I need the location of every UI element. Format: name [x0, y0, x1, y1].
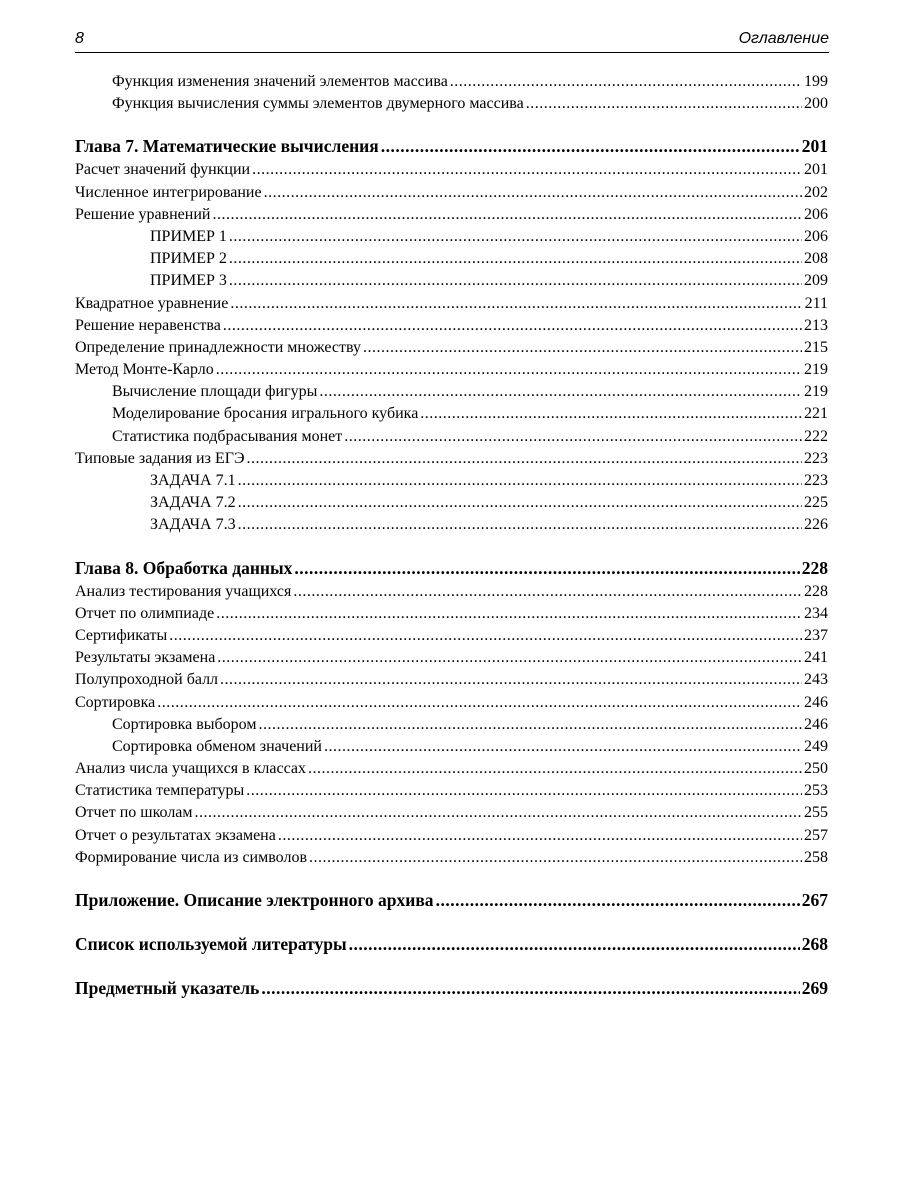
- dot-leader: [278, 825, 802, 847]
- toc-entry-page: 269: [801, 978, 828, 998]
- toc-entry[interactable]: [75, 426, 828, 448]
- dot-leader: [217, 647, 802, 669]
- toc-entry-page: 258: [804, 848, 828, 866]
- dot-leader: [212, 204, 802, 226]
- toc-entry-title: Метод Монте-Карло: [75, 361, 214, 379]
- toc-chapter-heading[interactable]: [75, 887, 828, 913]
- toc-entry[interactable]: [75, 337, 828, 359]
- toc-entry-title: Приложение. Описание электронного архива: [75, 890, 434, 910]
- dot-leader: [230, 293, 802, 315]
- toc-entry[interactable]: [75, 448, 828, 470]
- dot-leader: [450, 71, 802, 93]
- dot-leader: [261, 975, 799, 1001]
- toc-entry-page: 255: [804, 804, 828, 822]
- table-of-contents: [75, 71, 828, 1001]
- section-gap: [75, 115, 828, 133]
- dot-leader: [526, 93, 802, 115]
- toc-entry-page: 241: [804, 649, 828, 667]
- toc-entry-title: Сортировка обменом значений: [112, 737, 322, 755]
- toc-entry-page: 257: [804, 826, 828, 844]
- toc-entry[interactable]: [75, 403, 828, 425]
- dot-leader: [195, 802, 802, 824]
- toc-entry-page: 246: [804, 715, 828, 733]
- dot-leader: [247, 448, 802, 470]
- toc-entry[interactable]: [75, 714, 828, 736]
- toc-entry[interactable]: [75, 669, 828, 691]
- page-number: 8: [75, 30, 84, 47]
- toc-entry-page: 250: [804, 760, 828, 778]
- toc-entry-page: 213: [804, 316, 828, 334]
- toc-entry-page: 211: [804, 294, 828, 312]
- toc-entry-page: 246: [804, 693, 828, 711]
- toc-entry-page: 228: [801, 557, 828, 578]
- section-gap: [75, 869, 828, 887]
- toc-entry[interactable]: [75, 270, 828, 292]
- toc-entry-title: Формирование числа из символов: [75, 848, 307, 866]
- toc-entry[interactable]: [75, 736, 828, 758]
- toc-chapter-heading[interactable]: [75, 975, 828, 1001]
- toc-entry-title: Решение уравнений: [75, 205, 211, 223]
- toc-entry-title: Анализ тестирования учащихся: [75, 582, 292, 600]
- toc-entry-page: 209: [804, 272, 828, 290]
- toc-entry-title: Анализ числа учащихся в классах: [75, 760, 306, 778]
- dot-leader: [220, 669, 802, 691]
- toc-entry-title: Полупроходной балл: [75, 671, 219, 689]
- toc-entry[interactable]: [75, 514, 828, 536]
- toc-entry-page: 228: [804, 582, 828, 600]
- dot-leader: [363, 337, 802, 359]
- running-title: Оглавление: [738, 30, 829, 47]
- dot-leader: [238, 492, 802, 514]
- section-gap: [75, 537, 828, 555]
- toc-entry-title: Численное интегрирование: [75, 183, 262, 201]
- toc-entry-page: 201: [804, 161, 828, 179]
- toc-entry[interactable]: [75, 780, 828, 802]
- toc-entry-title: Типовые задания из ЕГЭ: [75, 449, 245, 467]
- toc-entry[interactable]: [75, 359, 828, 381]
- dot-leader: [238, 470, 802, 492]
- dot-leader: [157, 692, 802, 714]
- toc-entry-page: 202: [804, 183, 828, 201]
- toc-entry-title: Функция изменения значений элементов массива: [112, 73, 448, 90]
- toc-entry-title: Квадратное уравнение: [75, 294, 229, 312]
- dot-leader: [223, 315, 802, 337]
- toc-entry[interactable]: [75, 159, 828, 181]
- dot-leader: [436, 887, 800, 913]
- toc-entry-page: 268: [801, 934, 828, 954]
- toc-entry-title: Функция вычисления суммы элементов двумерного массива: [112, 95, 524, 113]
- toc-entry[interactable]: [75, 293, 828, 315]
- dot-leader: [324, 736, 802, 758]
- toc-entry[interactable]: [75, 758, 828, 780]
- toc-entry-title: Статистика подбрасывания монет: [112, 427, 343, 445]
- toc-entry-page: 237: [804, 626, 828, 644]
- toc-entry-title: Расчет значений функции: [75, 161, 251, 179]
- dot-leader: [344, 426, 802, 448]
- toc-chapter-heading[interactable]: [75, 555, 828, 581]
- toc-entry-title: Отчет по олимпиаде: [75, 604, 215, 622]
- toc-entry-page: 219: [804, 361, 828, 379]
- toc-chapter-heading[interactable]: [75, 931, 828, 957]
- toc-entry[interactable]: [75, 492, 828, 514]
- toc-entry-title: Глава 7. Математические вычисления: [75, 136, 379, 157]
- dot-leader: [349, 931, 800, 957]
- toc-entry-title: Вычисление площади фигуры: [112, 383, 318, 401]
- dot-leader: [258, 714, 802, 736]
- toc-entry[interactable]: [75, 692, 828, 714]
- toc-entry-title: Решение неравенства: [75, 316, 221, 334]
- toc-entry-page: 226: [804, 516, 828, 534]
- toc-entry-title: Определение принадлежности множеству: [75, 338, 361, 356]
- toc-entry[interactable]: [75, 647, 828, 669]
- toc-entry-title: ЗАДАЧА 7.2: [150, 494, 236, 512]
- toc-entry-page: 201: [801, 136, 828, 157]
- toc-entry[interactable]: [75, 204, 828, 226]
- toc-entry[interactable]: [75, 315, 828, 337]
- toc-entry[interactable]: [75, 603, 828, 625]
- toc-entry-title: ЗАДАЧА 7.3: [150, 516, 236, 534]
- toc-entry-page: 267: [801, 890, 828, 910]
- toc-entry-page: 223: [804, 449, 828, 467]
- toc-entry[interactable]: [75, 182, 828, 204]
- toc-entry-page: 253: [804, 782, 828, 800]
- dot-leader: [309, 847, 802, 869]
- toc-entry-page: 243: [804, 671, 828, 689]
- dot-leader: [229, 226, 802, 248]
- toc-entry[interactable]: [75, 381, 828, 403]
- toc-entry[interactable]: [75, 71, 828, 93]
- toc-entry-page: 249: [804, 737, 828, 755]
- toc-entry-title: Результаты экзамена: [75, 649, 216, 667]
- dot-leader: [216, 603, 802, 625]
- dot-leader: [264, 182, 802, 204]
- dot-leader: [229, 248, 802, 270]
- dot-leader: [294, 555, 799, 581]
- toc-entry-title: ЗАДАЧА 7.1: [150, 472, 236, 489]
- toc-entry-page: 222: [804, 427, 828, 445]
- toc-entry-title: Отчет по школам: [75, 804, 193, 822]
- toc-entry[interactable]: [75, 847, 828, 869]
- toc-entry-title: Статистика температуры: [75, 782, 245, 800]
- dot-leader: [216, 359, 802, 381]
- toc-entry-page: 234: [804, 604, 828, 622]
- dot-leader: [381, 133, 800, 159]
- toc-entry-page: 199: [804, 73, 828, 90]
- toc-entry-title: Сортировка: [75, 693, 156, 711]
- toc-entry-page: 223: [804, 472, 828, 489]
- toc-entry-page: 221: [804, 405, 828, 423]
- dot-leader: [308, 758, 802, 780]
- dot-leader: [246, 780, 802, 802]
- dot-leader: [229, 270, 802, 292]
- toc-entry-title: Глава 8. Обработка данных: [75, 557, 293, 578]
- toc-entry-title: Сортировка выбором: [112, 715, 257, 733]
- toc-entry[interactable]: [75, 802, 828, 824]
- toc-entry-title: Сертификаты: [75, 626, 168, 644]
- toc-entry[interactable]: [75, 93, 828, 115]
- toc-entry-page: 200: [804, 95, 828, 113]
- toc-entry-page: 219: [804, 383, 828, 401]
- toc-entry-title: ПРИМЕР 3: [150, 272, 227, 290]
- toc-entry-page: 208: [804, 250, 828, 268]
- dot-leader: [252, 159, 802, 181]
- dot-leader: [169, 625, 802, 647]
- toc-entry-title: Отчет о результатах экзамена: [75, 826, 276, 844]
- toc-entry[interactable]: [75, 226, 828, 248]
- toc-entry[interactable]: [75, 625, 828, 647]
- toc-entry-page: 206: [804, 227, 828, 245]
- toc-entry-title: ПРИМЕР 1: [150, 227, 227, 245]
- dot-leader: [319, 381, 802, 403]
- section-gap: [75, 913, 828, 931]
- toc-entry[interactable]: [75, 248, 828, 270]
- toc-entry-page: 215: [804, 338, 828, 356]
- toc-chapter-heading[interactable]: [75, 133, 828, 159]
- toc-entry-page: 206: [804, 205, 828, 223]
- dot-leader: [420, 403, 802, 425]
- toc-entry-title: Предметный указатель: [75, 978, 260, 998]
- dot-leader: [293, 581, 802, 603]
- toc-entry-title: ПРИМЕР 2: [150, 250, 227, 268]
- toc-entry[interactable]: [75, 470, 828, 492]
- dot-leader: [238, 514, 802, 536]
- toc-entry-title: Список используемой литературы: [75, 934, 347, 954]
- toc-entry[interactable]: [75, 581, 828, 603]
- toc-entry-title: Моделирование бросания игрального кубика: [112, 405, 419, 423]
- toc-entry[interactable]: [75, 825, 828, 847]
- page-header: [75, 28, 829, 53]
- toc-entry-page: 225: [804, 494, 828, 512]
- section-gap: [75, 957, 828, 975]
